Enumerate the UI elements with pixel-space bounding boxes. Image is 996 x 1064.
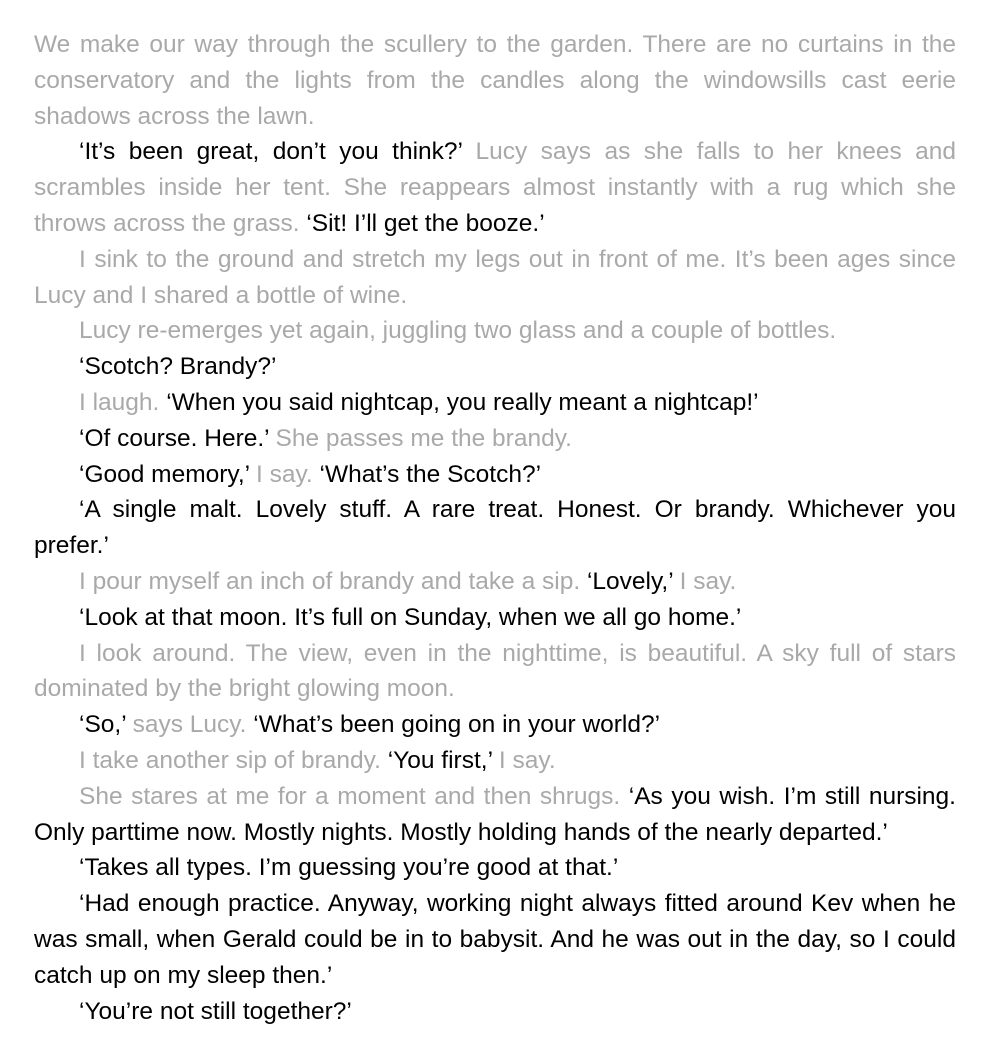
- narration-text: I sink to the ground and stretch my legs out in front of me. It’s been ages since Lucy and I shared a bottle of wine.: [34, 245, 956, 309]
- paragraph: [34, 27, 956, 134]
- dialogue-text: ‘A single malt. Lovely stuff. A rare treat. Honest. Or brandy. Whichever you prefer.’: [34, 496, 956, 560]
- dialogue-text: ‘When you said nightcap, you really meant a nightcap!’: [166, 388, 759, 416]
- dialogue-text: ‘Had enough practice. Anyway, working night always fitted around Kev when he was small, when Gerald could be in to babysit. And he was out in the day, so I could catch up on my sleep then.’: [34, 890, 956, 989]
- paragraph: [34, 421, 956, 457]
- paragraph: [34, 636, 956, 708]
- dialogue-text: ‘Good memory,’: [79, 460, 256, 488]
- paragraph: [34, 385, 956, 421]
- paragraph: [34, 600, 956, 636]
- narration-text: She stares at me for a moment and then shrugs.: [79, 782, 629, 810]
- dialogue-text: ‘Look at that moon. It’s full on Sunday, when we all go home.’: [79, 603, 742, 631]
- narration-text: We make our way through the scullery to the garden. There are no curtains in the conservatory and the lights from the candles along the windowsills cast eerie shadows across the lawn.: [34, 31, 956, 130]
- narration-text: says Lucy.: [132, 711, 254, 739]
- narration-text: I pour myself an inch of brandy and take a sip.: [79, 567, 587, 595]
- paragraph: [34, 886, 956, 993]
- dialogue-text: ‘Takes all types. I’m guessing you’re good at that.’: [79, 854, 619, 882]
- paragraph: [34, 994, 956, 1030]
- dialogue-text: ‘So,’: [79, 711, 133, 739]
- paragraph: [34, 850, 956, 886]
- dialogue-text: ‘What’s been going on in your world?’: [253, 711, 661, 739]
- paragraph: [34, 313, 956, 349]
- paragraph: [34, 242, 956, 314]
- paragraph: [34, 743, 956, 779]
- dialogue-text: ‘Scotch? Brandy?’: [79, 353, 277, 381]
- dialogue-text: ‘It’s been great, don’t you think?’: [79, 138, 476, 166]
- dialogue-text: ‘Sit! I’ll get the booze.’: [306, 209, 545, 237]
- paragraph: [34, 134, 956, 241]
- paragraph: [34, 707, 956, 743]
- narration-text: Lucy re-emerges yet again, juggling two glass and a couple of bottles.: [79, 317, 837, 345]
- narration-text: Lucy says as she falls to her knees and scrambles inside her tent. She reappears almost instantly with a rug which she throws across the grass.: [34, 138, 956, 237]
- narration-text: I say.: [256, 460, 320, 488]
- dialogue-text: ‘You first,’: [387, 746, 499, 774]
- dialogue-text: ‘As you wish. I’m still nursing. Only parttime now. Mostly nights. Mostly holding hands of the nearly departed.’: [34, 782, 956, 846]
- narration-text: I look around. The view, even in the nighttime, is beautiful. A sky full of stars dominated by the bright glowing moon.: [34, 639, 956, 703]
- narration-text: She passes me the brandy.: [275, 424, 572, 452]
- paragraph: [34, 457, 956, 493]
- dialogue-text: ‘What’s the Scotch?’: [319, 460, 542, 488]
- narration-text: I take another sip of brandy.: [79, 746, 388, 774]
- dialogue-text: ‘You’re not still together?’: [79, 997, 352, 1025]
- narration-text: I laugh.: [79, 388, 167, 416]
- dialogue-text: ‘Of course. Here.’: [79, 424, 276, 452]
- narration-text: I say.: [498, 746, 556, 774]
- dialogue-text: ‘Lovely,’: [586, 567, 680, 595]
- paragraph: [34, 492, 956, 564]
- paragraph: [34, 349, 956, 385]
- paragraph: [34, 779, 956, 851]
- paragraph: [34, 564, 956, 600]
- narration-text: I say.: [679, 567, 737, 595]
